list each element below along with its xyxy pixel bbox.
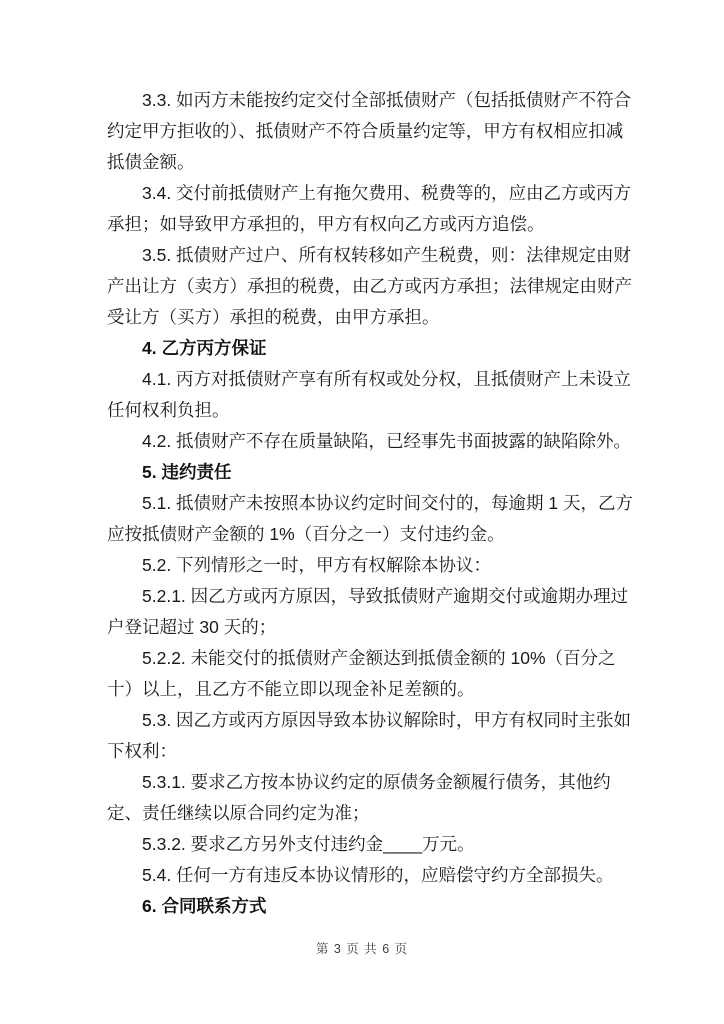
- clause-paragraph: 4.1. 丙方对抵债财产享有所有权或处分权，且抵债财产上未设立任何权利负担。: [107, 369, 632, 420]
- section-heading: 4. 乙方丙方保证: [142, 338, 267, 358]
- page-number-text: 第 3 页 共 6 页: [315, 942, 409, 956]
- document-body: [107, 85, 634, 922]
- clause-paragraph: 5.2.2. 未能交付的抵债财产金额达到抵债金额的 10%（百分之十）以上，且乙方不能立即以现金补足差额的。: [107, 648, 616, 699]
- clause-paragraph: 5.1. 抵债财产未按照本协议约定时间交付的，每逾期 1 天，乙方应按抵债财产金额的 1%（百分之一）支付违约金。: [107, 493, 634, 544]
- clause-paragraph: 5.3. 因乙方或丙方原因导致本协议解除时，甲方有权同时主张如下权利：: [107, 710, 632, 761]
- section-heading: 5. 违约责任: [142, 462, 232, 482]
- clause-paragraph: 3.5. 抵债财产过户、所有权转移如产生税费，则：法律规定由财产出让方（卖方）承担的税费，由乙方或丙方承担；法律规定由财产受让方（买方）承担的税费，由甲方承担。: [107, 245, 632, 327]
- clause-paragraph: 5.3.2. 要求乙方另外支付违约金____万元。: [142, 834, 475, 854]
- clause-paragraph: 5.2.1. 因乙方或丙方原因，导致抵债财产逾期交付或逾期办理过户登记超过 30 天的；: [107, 586, 629, 637]
- clause-paragraph: 5.4. 任何一方有违反本协议情形的，应赔偿守约方全部损失。: [142, 865, 614, 885]
- clause-paragraph: 3.4. 交付前抵债财产上有拖欠费用、税费等的，应由乙方或丙方承担；如导致甲方承担的，甲方有权向乙方或丙方追偿。: [107, 183, 632, 234]
- clause-paragraph: 3.3. 如丙方未能按约定交付全部抵债财产（包括抵债财产不符合约定甲方拒收的）、抵债财产不符合质量约定等，甲方有权相应扣减抵债金额。: [107, 90, 632, 172]
- clause-paragraph: 5.2. 下列情形之一时，甲方有权解除本协议：: [142, 555, 492, 575]
- clause-paragraph: 4.2. 抵债财产不存在质量缺陷，已经事先书面披露的缺陷除外。: [142, 431, 632, 451]
- clause-paragraph: 5.3.1. 要求乙方按本协议约定的原债务金额履行债务，其他约定、责任继续以原合同约定为准；: [107, 772, 611, 823]
- page-footer: [0, 940, 724, 958]
- section-heading: 6. 合同联系方式: [142, 896, 267, 916]
